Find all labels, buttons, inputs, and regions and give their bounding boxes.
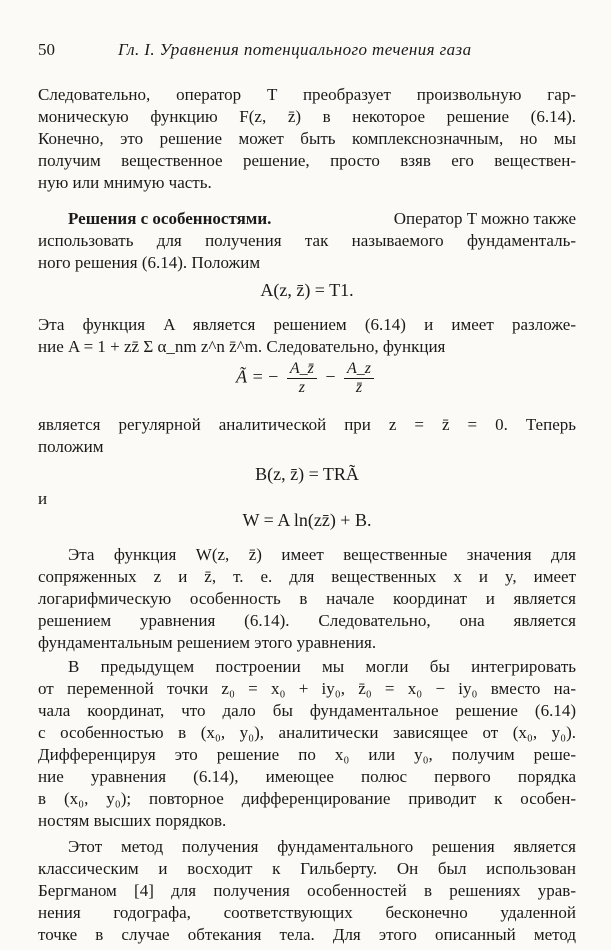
text-line: ностям высших порядков. <box>38 811 227 830</box>
text-line: в (x₀, y₀); повторное дифференцирование приводит к особен- <box>38 789 576 808</box>
fraction-numerator: A_z̄ <box>287 360 317 379</box>
text-line: моническую функцию F(z, z̄) в некоторое решение (6.14). <box>38 107 576 126</box>
section-heading: Решения с особенностями. <box>68 209 272 228</box>
text-line: и <box>38 489 48 508</box>
equation: B(z, z̄) = TRÃ <box>255 464 359 484</box>
page-header <box>38 38 576 62</box>
equation: A(z, z̄) = T1. <box>260 280 354 300</box>
text-line: использовать для получения так называемого фундаменталь- <box>38 231 576 250</box>
text-line: положим <box>38 437 104 456</box>
text-line: Эта функция W(z, z̄) имеет вещественные значения для <box>68 545 576 564</box>
text-line: Дифференцируя это решение по x₀ или y₀, получим реше- <box>38 745 576 764</box>
text-line: Этот метод получения фундаментального решения является <box>68 837 576 856</box>
text-line: Эта функция A является решением (6.14) и имеет разложе- <box>38 315 576 334</box>
equation: W = A ln(zz̄) + B. <box>242 510 372 530</box>
text-line: ного решения (6.14). Положим <box>38 253 261 272</box>
page-number: 50 <box>38 40 55 59</box>
text-line: от переменной точки z₀ = x₀ + iy₀, z̄₀ = x₀ − iy₀ вместо на- <box>38 679 576 698</box>
fraction-denominator: z̄ <box>355 379 363 396</box>
fraction-denominator: z <box>298 379 305 396</box>
text-line: В предыдущем построении мы могли бы интегрировать <box>68 657 576 676</box>
text-line: Следовательно, оператор T преобразует произвольную гар- <box>38 85 576 104</box>
text-span: Оператор T можно также <box>393 209 576 228</box>
text-line: ние A = 1 + zz̄ Σ α_nm z^n z̄^m. Следовательно, функция <box>38 337 446 356</box>
text-line: чала координат, что дало бы фундаментальное решение (6.14) <box>38 701 576 720</box>
text-line <box>38 208 576 230</box>
text-line: получим вещественное решение, просто взяв его веществен- <box>38 151 576 170</box>
fraction-numerator: A_z <box>344 360 374 379</box>
text-line: является регулярной аналитической при z = z̄ = 0. Теперь <box>38 415 576 434</box>
text-line: ную или мнимую часть. <box>38 173 212 192</box>
text-line: точке в случае обтекания тела. Для этого описанный метод <box>38 925 576 944</box>
text-line: решением уравнения (6.14). Следовательно, она является <box>38 611 576 630</box>
text-line: ние уравнения (6.14), имеющее полюс первого порядка <box>38 767 576 786</box>
fraction <box>287 360 317 397</box>
equation-lhs: Ã = <box>236 366 264 387</box>
fraction <box>344 360 374 397</box>
equation-fraction: Ã = − $\frac{A\_z̄}{z}$ − $\frac{A\_z}{z̄}$ <box>38 360 576 406</box>
text-line: логарифмическую особенность в начале координат и является <box>38 589 576 608</box>
text-line: нения годографа, соответствующих бесконечно удаленной <box>38 903 576 922</box>
text-line: с особенностью в (x₀, y₀), аналитически зависящее от (x₀, y₀). <box>38 723 576 742</box>
running-title: Гл. I. Уравнения потенциального течения газа <box>118 40 472 59</box>
text-line: сопряженных z и z̄, т. е. для вещественных x и y, имеет <box>38 567 576 586</box>
text-line: классическим и восходит к Гильберту. Он был использован <box>38 859 576 878</box>
text-line: фундаментальным решением этого уравнения. <box>38 633 377 652</box>
text-line: Конечно, это решение может быть комплекснозначным, но мы <box>38 129 576 148</box>
text-line: Бергманом [4] для получения особенностей в решениях урав- <box>38 881 576 900</box>
